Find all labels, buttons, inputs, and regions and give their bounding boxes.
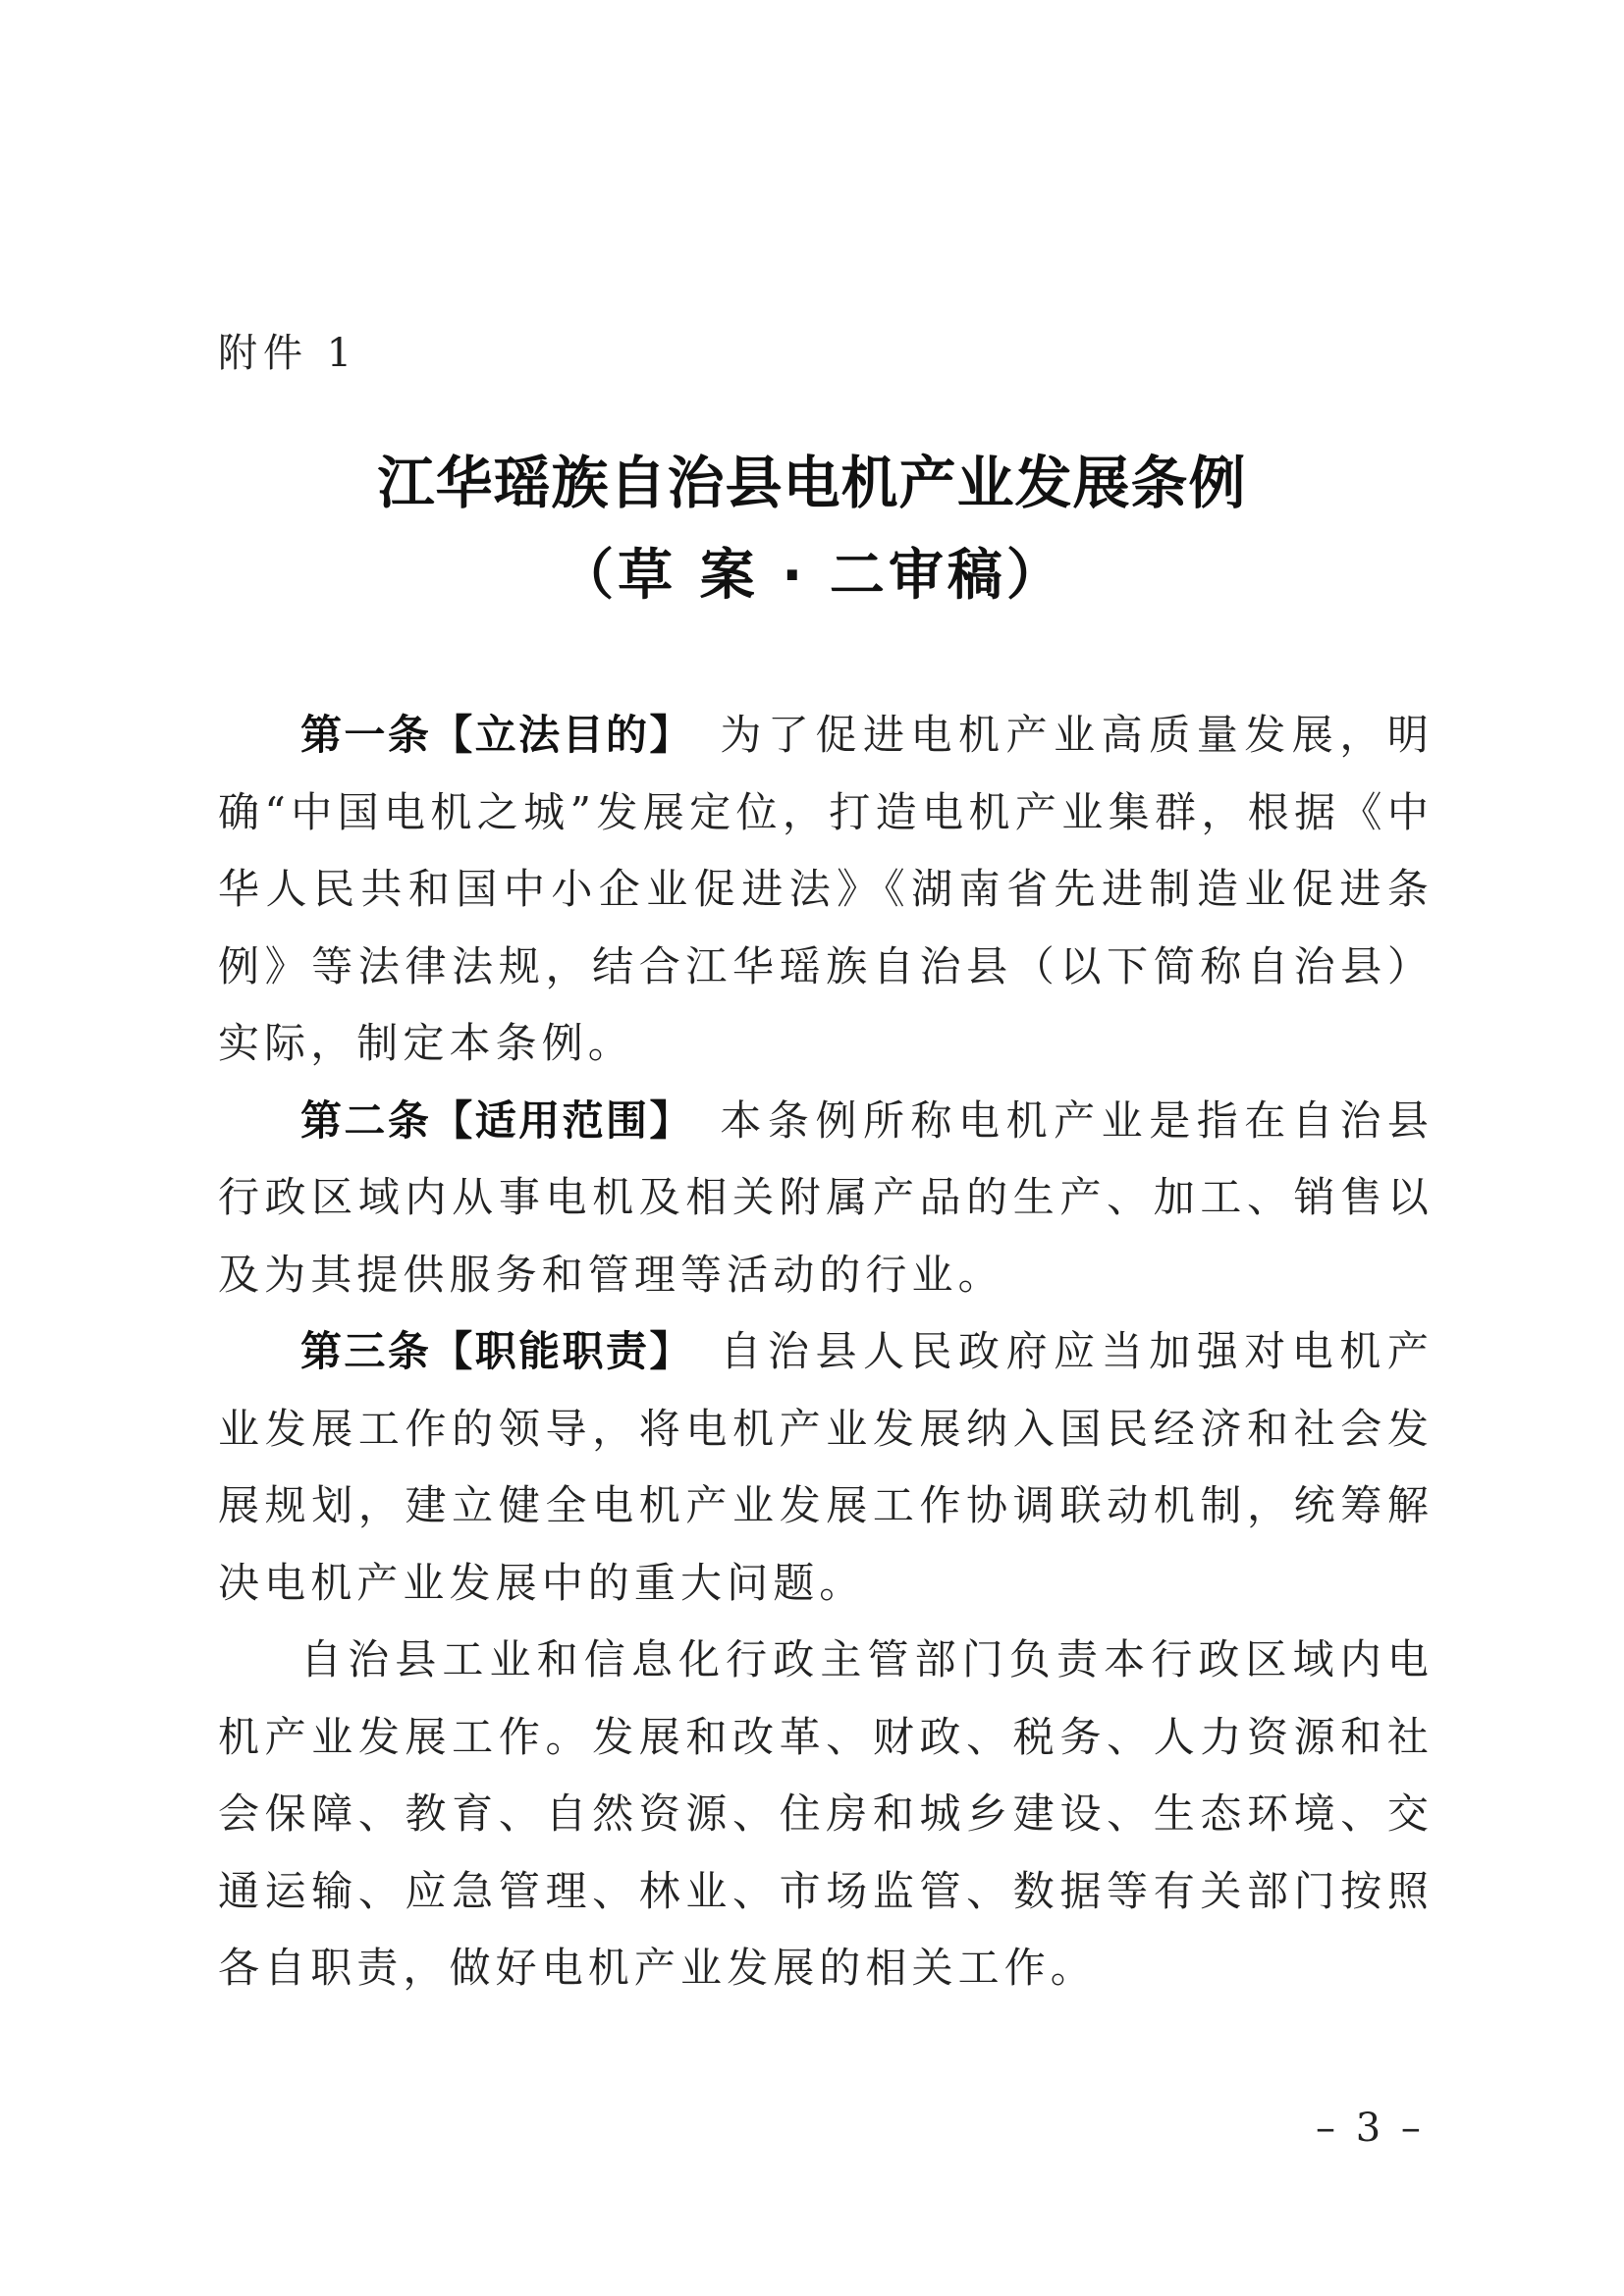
page-number: – 3 – <box>1316 2106 1425 2151</box>
article-3 <box>218 1313 1434 1622</box>
document-subtitle: （草 案 · 二审稿） <box>559 544 1065 608</box>
document-body <box>218 697 1434 2007</box>
document-title: 江华瑶族自治县电机产业发展条例 <box>377 450 1247 516</box>
article-1-text: 为了促进电机产业高质量发展，明确“中国电机之城”发展定位，打造电机产业集群，根据《中华人民共和国中小企业促进法》《湖南省先进制造业促进条例》等法律法规，结合江华瑶族自治县（以下简称自治县）实际，制定本条例。 <box>218 711 1434 1067</box>
article-3-heading: 第三条【职能职责】 <box>300 1327 693 1375</box>
article-1 <box>218 697 1434 1083</box>
article-3-paragraph-2: 自治县工业和信息化行政主管部门负责本行政区域内电机产业发展工作。发展和改革、财政、税务、人力资源和社会保障、教育、自然资源、住房和城乡建设、生态环境、交通运输、应急管理、林业、市场监管、数据等有关部门按照各自职责，做好电机产业发展的相关工作。 <box>218 1635 1434 1992</box>
article-2-text: 本条例所称电机产业是指在自治县行政区域内从事电机及相关附属产品的生产、加工、销售以及为其提供服务和管理等活动的行业。 <box>218 1095 1434 1299</box>
article-2-heading: 第二条【适用范围】 <box>300 1095 693 1145</box>
article-2 <box>218 1083 1434 1314</box>
article-1-heading: 第一条【立法目的】 <box>300 711 693 759</box>
attachment-label: 附件 1 <box>218 331 358 376</box>
article-3-text: 自治县人民政府应当加强对电机产业发展工作的领导，将电机产业发展纳入国民经济和社会发展规划，建立健全电机产业发展工作协调联动机制，统筹解决电机产业发展中的重大问题。 <box>218 1327 1434 1607</box>
